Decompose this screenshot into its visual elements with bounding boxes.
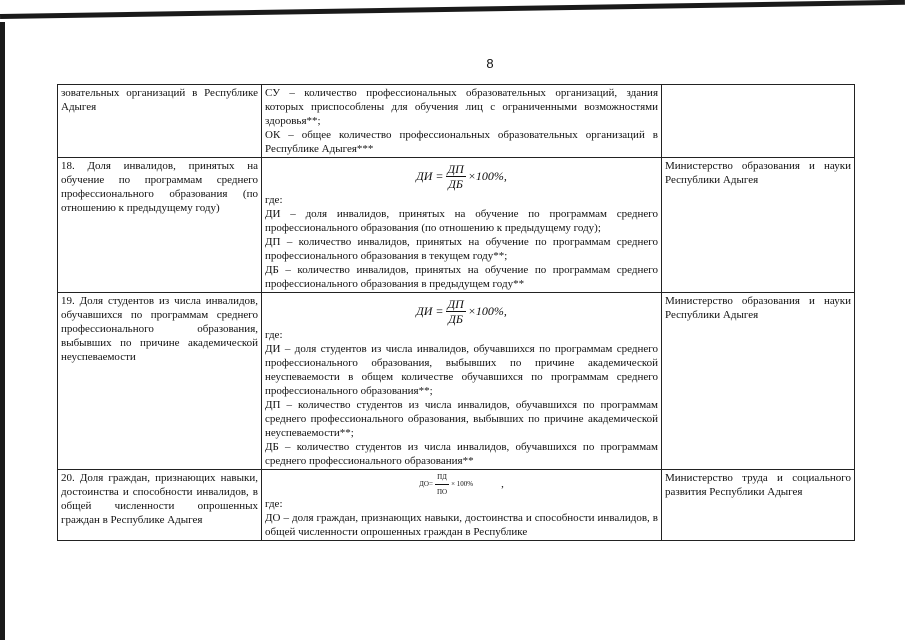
- indicator-cell: 18. Доля инвалидов, принятых на обучение по программам среднего профессионального образования (по отношению к предыдущему году): [58, 158, 262, 293]
- definition-line: ОК – общее количество профессиональных образовательных организаций в Республике Адыгея***: [265, 129, 658, 155]
- table-row: [58, 158, 855, 293]
- table-row: [58, 293, 855, 470]
- definition-line: ДИ – доля инвалидов, принятых на обучение по программам среднего профессионального образования (по отношению к предыдущему году);: [265, 208, 658, 234]
- formula-denominator: ПО: [436, 487, 448, 496]
- formula-trailing-comma: ,: [501, 478, 504, 490]
- definition-line: ДО – доля граждан, признающих навыки, достоинства и способности инвалидов, в общей численности опрошенных граждан в Республике: [265, 512, 658, 538]
- indicator-cell: 20. Доля граждан, признающих навыки, достоинства и способности инвалидов, в общей численности опрошенных граждан в Республике Адыгея: [58, 470, 262, 541]
- method-cell: [262, 293, 662, 470]
- table-row: [58, 85, 855, 158]
- method-cell: [262, 85, 662, 158]
- formula-numerator: ДП: [447, 161, 464, 176]
- responsible-cell: Министерство образования и науки Республики Адыгея: [662, 158, 855, 293]
- where-label: где:: [265, 194, 283, 206]
- table-row: [58, 470, 855, 541]
- formula-lhs: ДИ =: [416, 169, 444, 183]
- scan-edge-top: [0, 0, 905, 30]
- formula-lhs: ДО=: [419, 480, 433, 488]
- formula: [265, 294, 658, 328]
- formula-fraction: [435, 470, 449, 499]
- definition-line: ДИ – доля студентов из числа инвалидов, обучавшихся по программам среднего профессионального образования, выбывших по причине академической неуспеваемости в общем количестве обучавшихся по программам среднего профессионального образования**;: [265, 343, 658, 397]
- formula-fraction: [446, 162, 466, 191]
- indicators-table: [57, 84, 855, 541]
- page-number: 8: [486, 56, 494, 71]
- definition-line: ДП – количество студентов из числа инвалидов, обучавшихся по программам среднего профессионального образования, выбывших по причине академической неуспеваемости**;: [265, 399, 658, 439]
- definition-line: ДБ – количество инвалидов, принятых на обучение по программам среднего профессионального образования в предыдущем году**: [265, 264, 658, 290]
- indicator-cell: зовательных организаций в Республике Адыгея: [58, 85, 262, 158]
- definition-line: ДБ – количество студентов из числа инвалидов, обучавшихся по программам среднего профессионального образования**: [265, 441, 658, 467]
- method-cell: [262, 158, 662, 293]
- formula-numerator: ДП: [447, 296, 464, 311]
- formula: [265, 471, 658, 497]
- formula-rhs: ×100%,: [467, 304, 507, 318]
- formula-denominator: ДБ: [448, 176, 464, 191]
- formula-numerator: ПД: [435, 470, 449, 485]
- formula-rhs: × 100%: [451, 480, 474, 488]
- responsible-cell: [662, 85, 855, 158]
- formula: [265, 159, 658, 193]
- definition-line: СУ – количество профессиональных образовательных организаций, здания которых приспособлены для обучения лиц с ограниченными возможностями здоровья**;: [265, 87, 658, 127]
- method-cell: [262, 470, 662, 541]
- formula-fraction: [446, 297, 466, 326]
- responsible-cell: Министерство образования и науки Республики Адыгея: [662, 293, 855, 470]
- responsible-cell: Министерство труда и социального развития Республики Адыгея: [662, 470, 855, 541]
- where-label: где:: [265, 498, 283, 510]
- indicator-cell: 19. Доля студентов из числа инвалидов, обучавшихся по программам среднего профессионального образования, выбывших по причине академической неуспеваемости: [58, 293, 262, 470]
- scan-edge-left: [0, 22, 5, 640]
- formula-rhs: ×100%,: [467, 169, 507, 183]
- definition-line: ДП – количество инвалидов, принятых на обучение по программам среднего профессионального образования в текущем году**;: [265, 236, 658, 262]
- formula-lhs: ДИ =: [416, 304, 444, 318]
- where-label: где:: [265, 329, 283, 341]
- formula-denominator: ДБ: [448, 311, 464, 326]
